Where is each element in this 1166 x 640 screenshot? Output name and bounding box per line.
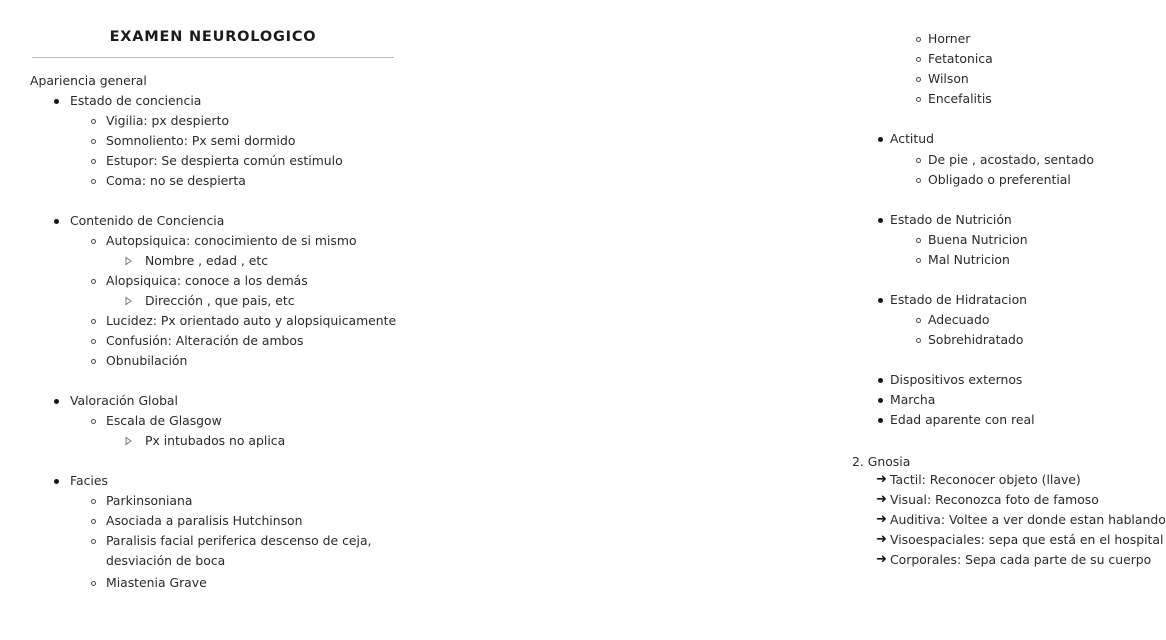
list-item-label: Buena Nutricion (928, 232, 1028, 247)
list-item-label: Parkinsoniana (106, 493, 193, 508)
list-item (876, 490, 1099, 510)
circle-bullet-icon (91, 539, 96, 544)
arrow-right-bullet-icon: ➜ (876, 472, 887, 487)
disc-bullet-icon (878, 137, 883, 142)
list-item (89, 111, 229, 131)
gnosia-heading-label: 2. Gnosia (852, 454, 911, 469)
list-item (89, 531, 404, 571)
circle-bullet-icon (916, 97, 921, 102)
section-heading (30, 71, 147, 91)
list-item-label: Somnoliento: Px semi dormido (106, 133, 296, 148)
section-heading-label: Apariencia general (30, 73, 147, 88)
circle-bullet-icon (91, 519, 96, 524)
list-item (89, 491, 192, 511)
list-item (89, 351, 187, 371)
list-item-estado-de-conciencia (52, 91, 201, 111)
list-item-label: Marcha (890, 392, 936, 407)
list-item-label: Confusión: Alteración de ambos (106, 333, 304, 348)
circle-bullet-icon (916, 318, 921, 323)
list-item-label: Dispositivos externos (890, 372, 1023, 387)
list-item (89, 131, 295, 151)
list-item-label: Lucidez: Px orientado auto y alopsiquicamente (106, 313, 397, 328)
left-column (0, 0, 420, 640)
arrow-right-bullet-icon: ➜ (876, 532, 887, 547)
list-item (89, 151, 343, 171)
circle-bullet-icon (91, 319, 96, 324)
circle-bullet-icon (91, 279, 96, 284)
circle-bullet-icon (91, 139, 96, 144)
disc-bullet-icon (54, 99, 59, 104)
list-item-actitud (876, 129, 934, 149)
disc-bullet-icon (54, 219, 59, 224)
list-item (125, 291, 295, 311)
circle-bullet-icon (91, 239, 96, 244)
list-item-label: Paralisis facial periferica descenso de ceja, desviación de boca (106, 533, 372, 568)
list-item (876, 530, 1163, 550)
circle-bullet-icon (916, 238, 921, 243)
list-item-label: Autopsiquica: conocimiento de si mismo (106, 233, 357, 248)
list-item (914, 310, 989, 330)
list-item-label: Estado de conciencia (70, 93, 202, 108)
list-item-label: De pie , acostado, sentado (928, 152, 1094, 167)
circle-bullet-icon (91, 499, 96, 504)
circle-bullet-icon (916, 338, 921, 343)
page-title: EXAMEN NEUROLOGICO (109, 29, 317, 45)
disc-bullet-icon (878, 298, 883, 303)
list-item (914, 230, 1028, 250)
list-item-label: Wilson (928, 71, 969, 86)
list-item-label: Auditiva: Voltee a ver donde estan hablando (890, 512, 1166, 527)
list-item-contenido-de-conciencia (52, 211, 224, 231)
list-item-label: Tactil: Reconocer objeto (llave) (890, 472, 1081, 487)
triangle-bullet-icon (125, 431, 143, 457)
list-item (914, 49, 993, 69)
circle-bullet-icon (91, 419, 96, 424)
arrow-right-bullet-icon: ➜ (876, 552, 887, 567)
list-item (89, 311, 396, 331)
list-item-label: Vigilia: px despierto (106, 113, 230, 128)
list-item-label: Estupor: Se despierta común estimulo (106, 153, 343, 168)
list-item-label: Estado de Nutrición (890, 212, 1012, 227)
list-item-label: Contenido de Conciencia (70, 213, 225, 228)
list-item-label: Asociada a paralisis Hutchinson (106, 513, 303, 528)
list-item-label: Visual: Reconozca foto de famoso (890, 492, 1099, 507)
list-item-label: Mal Nutricion (928, 252, 1010, 267)
list-item (914, 330, 1024, 350)
list-item-valoracion-global (52, 391, 178, 411)
list-item (89, 411, 222, 431)
list-item-estado-de-nutricion (876, 210, 1012, 230)
list-item-label: Coma: no se despierta (106, 173, 246, 188)
list-item-label: Horner (928, 31, 971, 46)
disc-bullet-icon (54, 479, 59, 484)
list-item-label: Dirección , que pais, etc (145, 293, 295, 308)
circle-bullet-icon (916, 57, 921, 62)
circle-bullet-icon (916, 258, 921, 263)
list-item-label: Alopsiquica: conoce a los demás (106, 273, 308, 288)
list-item-label: Obnubilación (106, 353, 188, 368)
list-item (914, 250, 1010, 270)
circle-bullet-icon (916, 178, 921, 183)
list-item-estado-de-hidratacion (876, 290, 1027, 310)
list-item-edad-aparente (876, 410, 1035, 430)
circle-bullet-icon (916, 37, 921, 42)
list-item-label: Edad aparente con real (890, 412, 1035, 427)
list-item-label: Nombre , edad , etc (145, 253, 269, 268)
list-item-label: Visoespaciales: sepa que está en el hospital (890, 532, 1164, 547)
list-item (876, 510, 1166, 530)
list-item-facies (52, 471, 108, 491)
list-item (914, 69, 969, 89)
list-item (914, 150, 1094, 170)
list-item (89, 171, 246, 191)
circle-bullet-icon (91, 119, 96, 124)
disc-bullet-icon (878, 418, 883, 423)
list-item-label: Actitud (890, 131, 934, 146)
list-item-label: Miastenia Grave (106, 575, 207, 590)
gnosia-heading (852, 452, 910, 472)
disc-bullet-icon (54, 399, 59, 404)
circle-bullet-icon (91, 179, 96, 184)
disc-bullet-icon (878, 398, 883, 403)
list-item (914, 89, 992, 109)
title-block (32, 28, 394, 58)
list-item (914, 170, 1071, 190)
list-item-label: Escala de Glasgow (106, 413, 222, 428)
circle-bullet-icon (91, 359, 96, 364)
list-item-label: Px intubados no aplica (145, 433, 286, 448)
list-item-label: Corporales: Sepa cada parte de su cuerpo (890, 552, 1152, 567)
arrow-right-bullet-icon: ➜ (876, 512, 887, 527)
list-item (125, 431, 285, 451)
circle-bullet-icon (91, 339, 96, 344)
circle-bullet-icon (916, 77, 921, 82)
list-item-label: Obligado o preferential (928, 172, 1071, 187)
list-item (89, 573, 207, 593)
list-item-label: Encefalitis (928, 91, 992, 106)
list-item (89, 511, 303, 531)
list-item-label: Adecuado (928, 312, 990, 327)
disc-bullet-icon (878, 218, 883, 223)
list-item-dispositivos-externos (876, 370, 1022, 390)
list-item-label: Valoración Global (70, 393, 178, 408)
title-divider (32, 57, 394, 58)
list-item (89, 231, 357, 251)
list-item-label: Fetatonica (928, 51, 993, 66)
list-item (89, 271, 308, 291)
circle-bullet-icon (91, 581, 96, 586)
circle-bullet-icon (916, 158, 921, 163)
list-item (89, 331, 303, 351)
circle-bullet-icon (91, 159, 96, 164)
arrow-right-bullet-icon: ➜ (876, 492, 887, 507)
right-column (420, 0, 1166, 640)
list-item-label: Sobrehidratado (928, 332, 1024, 347)
list-item (876, 550, 1151, 570)
list-item-label: Estado de Hidratacion (890, 292, 1027, 307)
disc-bullet-icon (878, 378, 883, 383)
list-item-label: Facies (70, 473, 108, 488)
list-item (914, 29, 970, 49)
list-item-marcha (876, 390, 935, 410)
list-item (125, 251, 268, 271)
list-item (876, 470, 1081, 490)
